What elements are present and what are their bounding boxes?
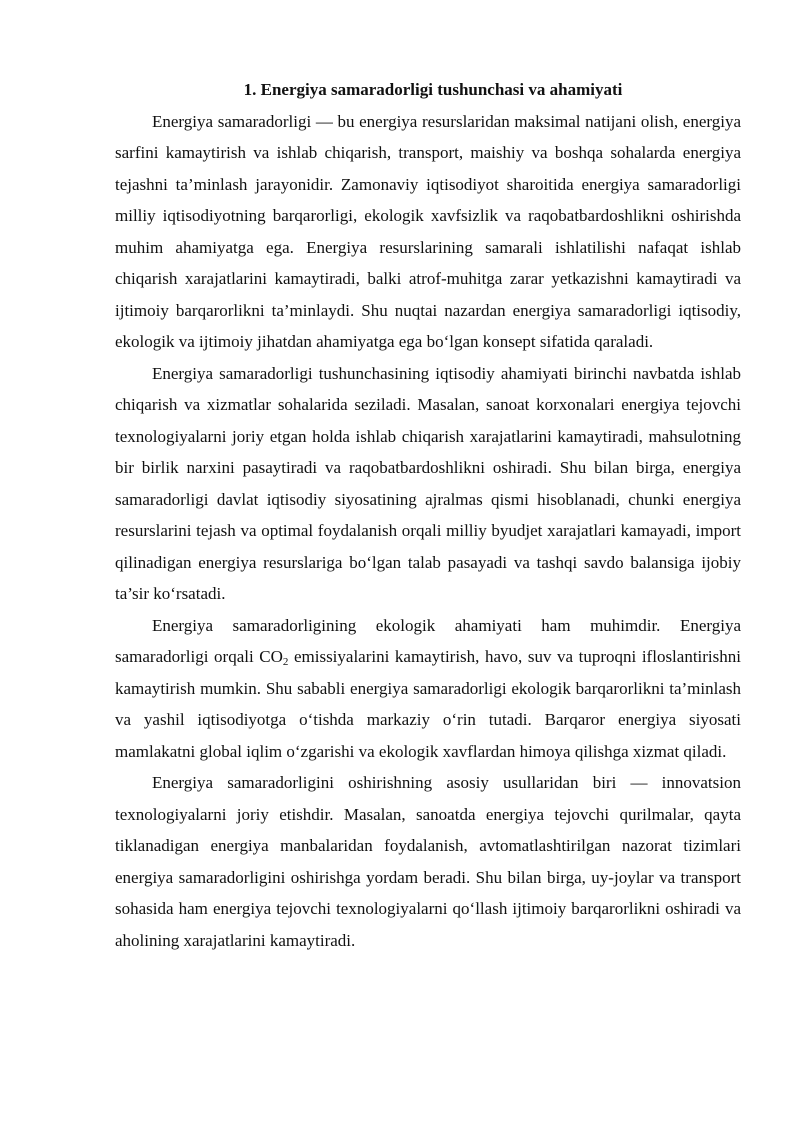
paragraph-economic-importance: Energiya samaradorligi tushunchasining iqtisodiy ahamiyati birinchi navbatda ishlab chiqarish va xizmatlar sohalarida seziladi. Masalan, sanoat korxonalari energiya tejovchi texnologiyalarni joriy etgan holda ishlab chiqarish xarajatlarini kamaytiradi, mahsulotning bir birlik narxini pasaytiradi va raqobatbardoshlikni oshiradi. Shu bilan birga, energiya samaradorligi davlat iqtisodiy siyosatining ajralmas qismi hisoblanadi, chunki energiya resurslarini tejash va optimal foydalanish orqali milliy byudjet xarajatlari kamayadi, import qilinadigan energiya resurslariga bo‘lgan talab pasayadi va tashqi savdo balansiga ijobiy ta’sir ko‘rsatadi. [115,363,741,603]
paragraph-innovation: Energiya samaradorligini oshirishning asosiy usullaridan biri — innovatsion texnologiyalarni joriy etishdir. Masalan, sanoatda energiya tejovchi qurilmalar, qayta tiklanadigan energiya manbalaridan foydalanish, avtomatlashtirilgan nazorat tizimlari energiya samaradorligini oshirishga yordam beradi. Shu bilan birga, uy-joylar va transport sohasida ham energiya tejovchi texnologiyalarni qo‘llash ijtimoiy barqarorlikni oshiradi va aholining xarajatlarini kamaytiradi. [115,773,741,950]
paragraph-ecological-text-start: Energiya samaradorligining ekologik ahamiyati ham muhimdir. Energiya samaradorligi orqali CO [115,615,741,666]
section-heading: 1. Energiya samaradorligi tushunchasi va ahamiyati [243,80,623,99]
document-page [115,74,741,956]
paragraph-ecological-text-end: emissiyalarini kamaytirish, havo, suv va tuproqni ifloslantirishni kamaytirish mumkin. Shu sababli energiya samaradorligi ekologik barqarorlikni ta’minlash va yashil iqtisodiyotga o‘tishda markaziy o‘rin tutadi. Barqaror energiya siyosati mamlakatni global iqlim o‘zgarishi va ekologik xavflardan himoya qilishga xizmat qiladi. [115,647,741,761]
paragraph-ecological-importance [115,610,741,768]
co2-subscript: 2 [282,656,289,668]
paragraph-definition: Energiya samaradorligi — bu energiya resurslaridan maksimal natijani olish, energiya sarfini kamaytirish va ishlab chiqarish, transport, maishiy va boshqa sohalarda energiya tejashni ta’minlash jarayonidir. Zamonaviy iqtisodiyot sharoitida energiya samaradorligi milliy iqtisodiyotning barqarorligi, ekologik xavfsizlik va raqobatbardoshlikni oshirishda muhim ahamiyatga ega. Energiya resurslarining samarali ishlatilishi nafaqat ishlab chiqarish xarajatlarini kamaytiradi, balki atrof-muhitga zarar yetkazishni kamaytiradi va ijtimoiy barqarorlikni ta’minlaydi. Shu nuqtai nazardan energiya samaradorligi iqtisodiy, ekologik va ijtimoiy jihatdan ahamiyatga ega bo‘lgan konsept sifatida qaraladi. [115,111,741,351]
